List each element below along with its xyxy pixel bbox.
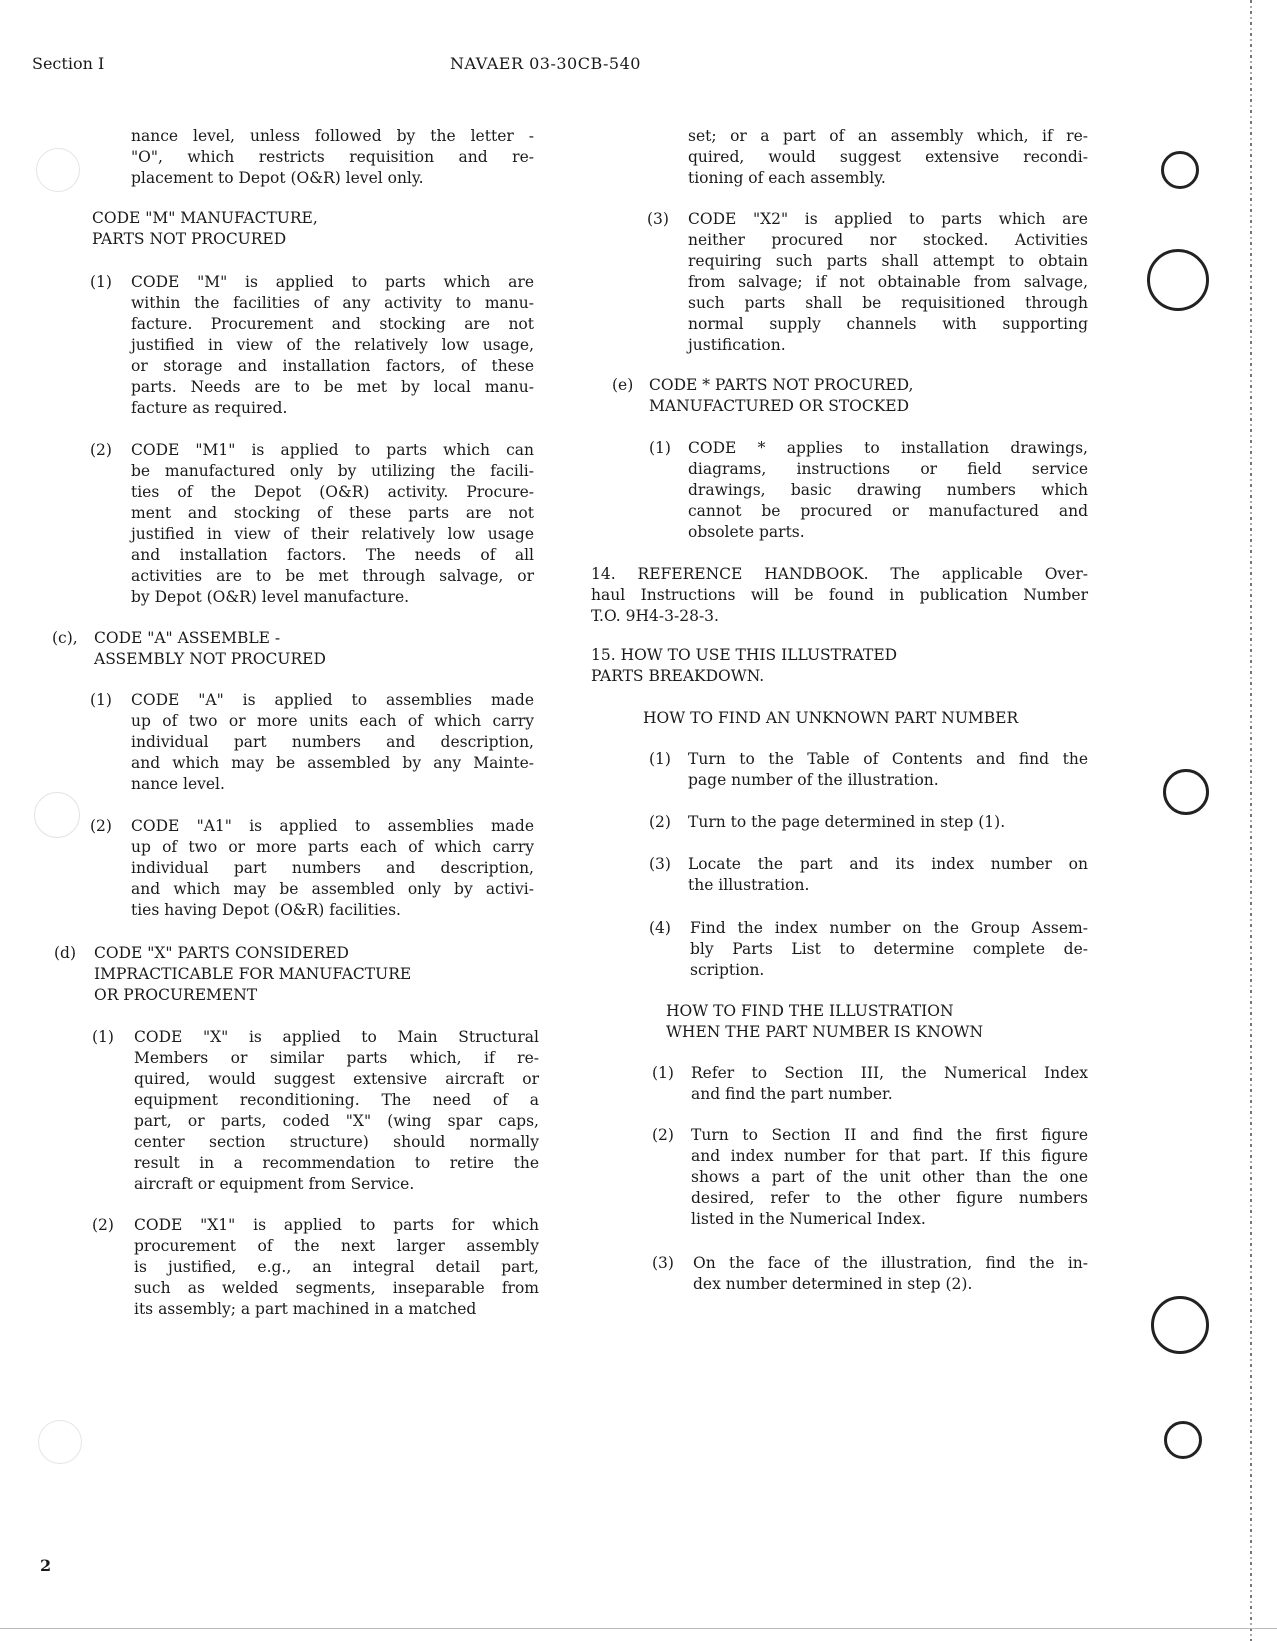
heading-known-part-number <box>666 1001 1066 1043</box>
text-line: obsolete parts. <box>688 523 805 541</box>
text-line: CODE "X" PARTS CONSIDERED <box>94 944 349 962</box>
heading-code-m <box>92 208 392 250</box>
paragraph-code-m <box>131 272 534 419</box>
text-line: neither procured nor stocked. Activities <box>688 231 1088 249</box>
step-text <box>688 854 1088 896</box>
text-line: ties of the Depot (O&R) activity. Procure- <box>131 483 534 501</box>
text-line: Turn to the page determined in step (1). <box>688 813 1006 831</box>
text-line: CODE * PARTS NOT PROCURED, <box>649 376 914 394</box>
step-text <box>693 1253 1088 1295</box>
text-line: Locate the part and its index number on <box>688 855 1088 873</box>
text-line: Turn to Section II and find the first figure <box>691 1126 1088 1144</box>
item-number: (3) <box>647 210 669 228</box>
text-line: HOW TO FIND THE ILLUSTRATION <box>666 1002 954 1020</box>
paragraph-15-heading <box>591 645 991 687</box>
item-number: (2) <box>649 813 671 831</box>
text-line: IMPRACTICABLE FOR MANUFACTURE <box>94 965 412 983</box>
text-line: and installation factors. The needs of all <box>131 546 534 564</box>
paragraph-code-a1 <box>131 816 534 921</box>
text-line: procurement of the next larger assembly <box>134 1237 539 1255</box>
text-line: PARTS BREAKDOWN. <box>591 667 765 685</box>
text-line: aircraft or equipment from Service. <box>134 1175 415 1193</box>
text-line: PARTS NOT PROCURED <box>92 230 287 248</box>
text-line: up of two or more parts each of which carry <box>131 838 534 856</box>
text-line: CODE "A" is applied to assemblies made <box>131 691 534 709</box>
text-line: and index number for that part. If this figure <box>691 1147 1088 1165</box>
step-text <box>688 749 1088 791</box>
item-number: (1) <box>652 1064 674 1082</box>
text-line: nance level. <box>131 775 225 793</box>
step-text <box>691 1125 1088 1230</box>
item-number: (1) <box>92 1028 114 1046</box>
text-line: CODE "M1" is applied to parts which can <box>131 441 534 459</box>
text-line: set; or a part of an assembly which, if re- <box>688 127 1088 145</box>
text-line: listed in the Numerical Index. <box>691 1210 926 1228</box>
item-number: (3) <box>652 1254 674 1272</box>
section-letter: (e) <box>612 376 634 394</box>
text-line: On the face of the illustration, find the in- <box>693 1254 1088 1272</box>
heading-code-star <box>649 375 989 417</box>
text-line: diagrams, instructions or field service <box>688 460 1088 478</box>
text-line: up of two or more units each of which carry <box>131 712 534 730</box>
faint-hole-punch <box>34 792 80 838</box>
hole-punch <box>1163 769 1209 815</box>
text-line: Find the index number on the Group Assem- <box>690 919 1088 937</box>
text-line: ties having Depot (O&R) facilities. <box>131 901 401 919</box>
text-line: MANUFACTURED OR STOCKED <box>649 397 910 415</box>
item-number: (2) <box>90 441 112 459</box>
text-line: and which may be assembled by any Mainte- <box>131 754 534 772</box>
faint-hole-punch <box>38 1420 82 1464</box>
page-edge-binding <box>1250 0 1252 1641</box>
text-line: its assembly; a part machined in a matched <box>134 1300 477 1318</box>
document-number: NAVAER 03-30CB-540 <box>450 54 641 73</box>
text-line: CODE * applies to installation drawings, <box>688 439 1088 457</box>
text-line: justified in view of the relatively low usage, <box>131 336 534 354</box>
hole-punch <box>1164 1421 1202 1459</box>
text-line: cannot be procured or manufactured and <box>688 502 1088 520</box>
text-line: facture. Procurement and stocking are not <box>131 315 534 333</box>
text-line: ASSEMBLY NOT PROCURED <box>94 650 326 668</box>
section-letter: (d) <box>54 944 77 962</box>
section-label: Section I <box>32 54 105 73</box>
text-line: normal supply channels with supporting <box>688 315 1088 333</box>
section-letter: (c), <box>52 629 78 647</box>
heading-code-x <box>94 943 494 1006</box>
text-line: or storage and installation factors, of these <box>131 357 534 375</box>
paragraph-code-m1 <box>131 440 534 608</box>
item-number: (1) <box>649 750 671 768</box>
text-line: quired, would suggest extensive recondi- <box>688 148 1088 166</box>
hole-punch <box>1161 151 1199 189</box>
text-line: desired, refer to the other figure numbers <box>691 1189 1088 1207</box>
step-text <box>691 1063 1088 1105</box>
text-line: bly Parts List to determine complete de- <box>690 940 1088 958</box>
paragraph-code-x <box>134 1027 539 1195</box>
item-number: (2) <box>652 1126 674 1144</box>
hole-punch <box>1147 249 1209 311</box>
text-line: is justified, e.g., an integral detail part, <box>134 1258 539 1276</box>
text-line: CODE "M" MANUFACTURE, <box>92 209 318 227</box>
text-line: from salvage; if not obtainable from salvage, <box>688 273 1088 291</box>
text-line: equipment reconditioning. The need of a <box>134 1091 539 1109</box>
hole-punch <box>1151 1296 1209 1354</box>
text-line: the illustration. <box>688 876 810 894</box>
item-number: (2) <box>92 1216 114 1234</box>
text-line: individual part numbers and description, <box>131 859 534 877</box>
text-line: by Depot (O&R) level manufacture. <box>131 588 410 606</box>
text-line: activities are to be met through salvage, or <box>131 567 534 585</box>
text-line: such parts shall be requisitioned through <box>688 294 1088 312</box>
step-text <box>688 812 1088 833</box>
paragraph-14-reference-handbook <box>591 564 1088 627</box>
paragraph-code-star <box>688 438 1088 543</box>
text-line: CODE "X1" is applied to parts for which <box>134 1216 539 1234</box>
text-line: quired, would suggest extensive aircraft or <box>134 1070 539 1088</box>
heading-unknown-part-number: HOW TO FIND AN UNKNOWN PART NUMBER <box>643 709 1019 727</box>
text-line: CODE "M" is applied to parts which are <box>131 273 534 291</box>
text-line: justified in view of their relatively low usage <box>131 525 534 543</box>
text-line: within the facilities of any activity to manu- <box>131 294 534 312</box>
page-number: 2 <box>40 1556 52 1575</box>
text-line: scription. <box>690 961 765 979</box>
item-number: (1) <box>90 273 112 291</box>
paragraph-code-x1 <box>134 1215 539 1320</box>
text-line: T.O. 9H4-3-28-3. <box>591 607 719 625</box>
text-line: 15. HOW TO USE THIS ILLUSTRATED <box>591 646 898 664</box>
text-line: 14. REFERENCE HANDBOOK. The applicable Over- <box>591 565 1088 583</box>
paragraph-continued <box>131 126 534 189</box>
item-number: (1) <box>90 691 112 709</box>
text-line: placement to Depot (O&R) level only. <box>131 169 424 187</box>
text-line: and which may be assembled only by activi- <box>131 880 534 898</box>
item-number: (2) <box>90 817 112 835</box>
text-line: center section structure) should normally <box>134 1133 539 1151</box>
paragraph-code-x2 <box>688 209 1088 356</box>
text-line: shows a part of the unit other than the one <box>691 1168 1088 1186</box>
bottom-rule <box>0 1628 1277 1629</box>
item-number: (3) <box>649 855 671 873</box>
text-line: Turn to the Table of Contents and find the <box>688 750 1088 768</box>
text-line: page number of the illustration. <box>688 771 939 789</box>
text-line: ment and stocking of these parts are not <box>131 504 534 522</box>
paragraph-code-a <box>131 690 534 795</box>
text-line: Members or similar parts which, if re- <box>134 1049 539 1067</box>
text-line: justification. <box>688 336 786 354</box>
text-line: CODE "A1" is applied to assemblies made <box>131 817 534 835</box>
text-line: OR PROCUREMENT <box>94 986 258 1004</box>
text-line: WHEN THE PART NUMBER IS KNOWN <box>666 1023 984 1041</box>
item-number: (1) <box>649 439 671 457</box>
text-line: dex number determined in step (2). <box>693 1275 973 1293</box>
text-line: such as welded segments, inseparable from <box>134 1279 539 1297</box>
text-line: drawings, basic drawing numbers which <box>688 481 1088 499</box>
text-line: CODE "X" is applied to Main Structural <box>134 1028 539 1046</box>
paragraph-continued <box>688 126 1088 189</box>
text-line: haul Instructions will be found in publication Number <box>591 586 1088 604</box>
text-line: CODE "A" ASSEMBLE - <box>94 629 281 647</box>
heading-code-a <box>94 628 414 670</box>
step-text <box>690 918 1088 981</box>
text-line: individual part numbers and description, <box>131 733 534 751</box>
text-line: facture as required. <box>131 399 288 417</box>
text-line: "O", which restricts requisition and re- <box>131 148 534 166</box>
faint-hole-punch <box>36 148 80 192</box>
text-line: and find the part number. <box>691 1085 893 1103</box>
text-line: tioning of each assembly. <box>688 169 886 187</box>
text-line: parts. Needs are to be met by local manu- <box>131 378 534 396</box>
text-line: requiring such parts shall attempt to obtain <box>688 252 1088 270</box>
item-number: (4) <box>649 919 671 937</box>
text-line: part, or parts, coded "X" (wing spar caps, <box>134 1112 539 1130</box>
text-line: result in a recommendation to retire the <box>134 1154 539 1172</box>
text-line: Refer to Section III, the Numerical Index <box>691 1064 1088 1082</box>
text-line: nance level, unless followed by the letter - <box>131 127 534 145</box>
text-line: be manufactured only by utilizing the facili- <box>131 462 534 480</box>
text-line: CODE "X2" is applied to parts which are <box>688 210 1088 228</box>
